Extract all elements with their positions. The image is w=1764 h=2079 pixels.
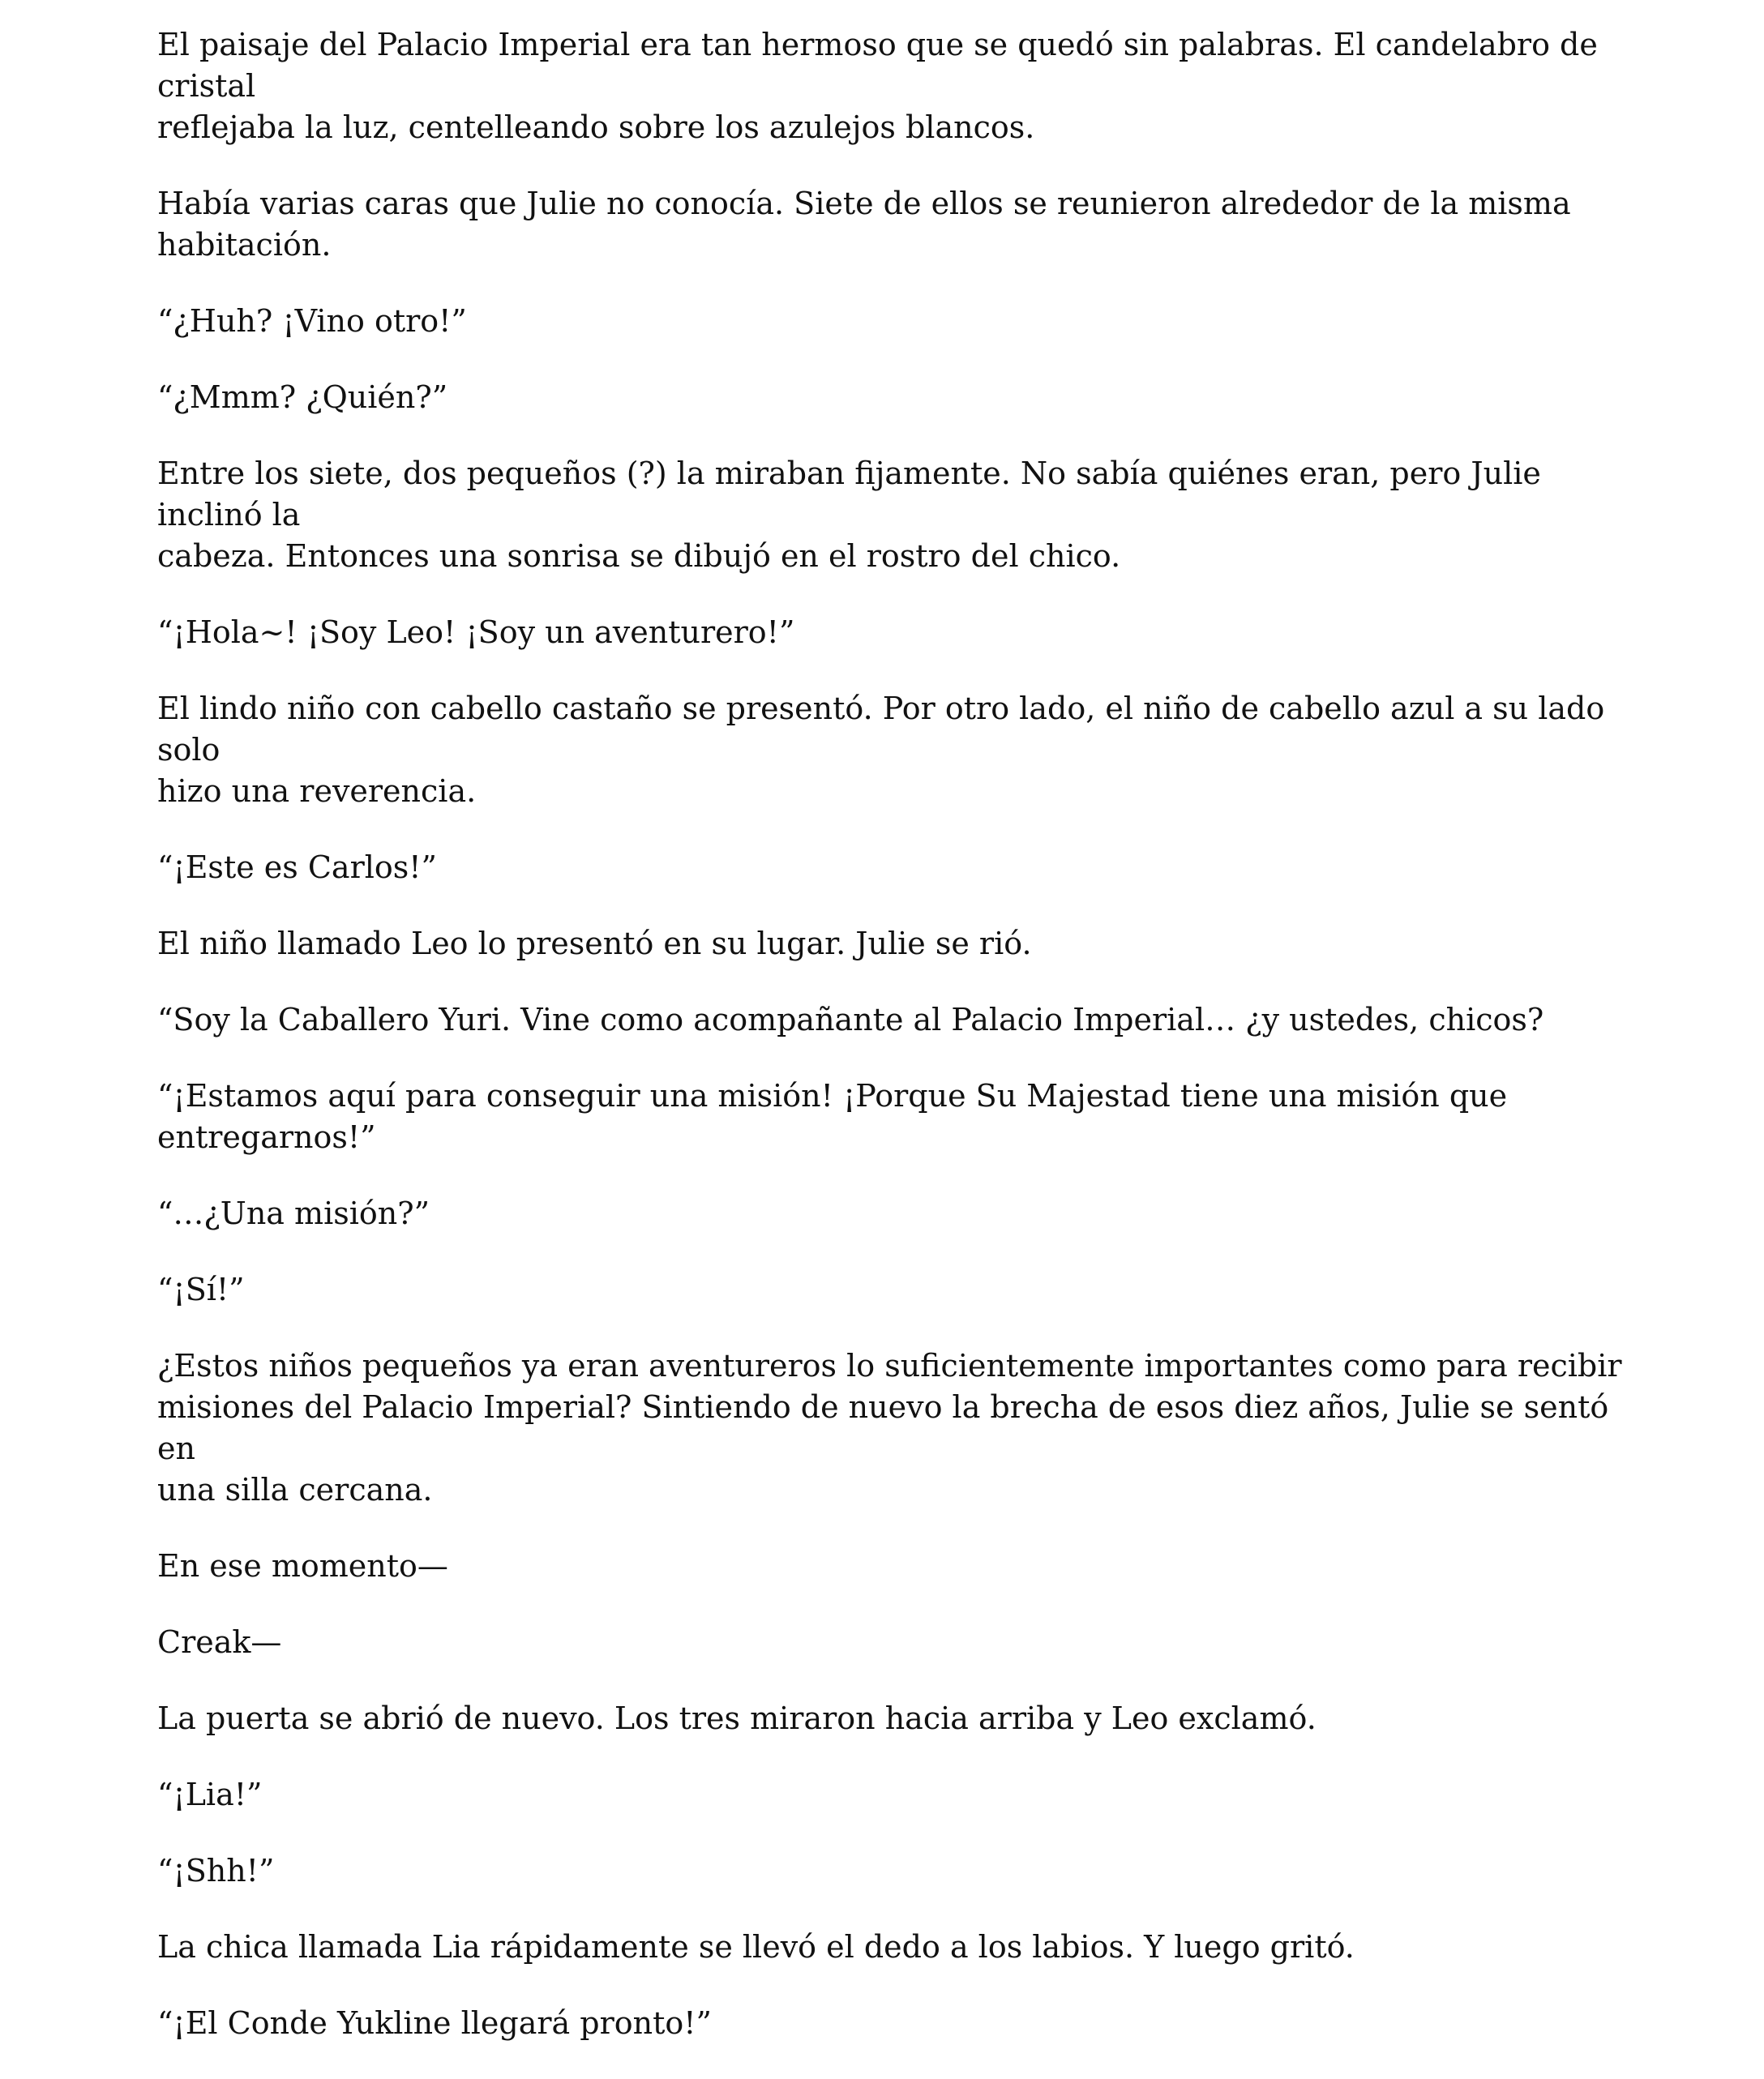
dialogue-line: “…¿Una misión?” [157,1196,430,1231]
dialogue-line: “¡Este es Carlos!” [157,849,437,885]
dialogue-line: “¡Lia!” [157,1777,263,1812]
dialogue-line: “¿Mmm? ¿Quién?” [157,379,448,415]
dialogue-line: “¡El Conde Yukline llegará pronto!” [157,2005,712,2041]
dialogue-line: “Soy la Caballero Yuri. Vine como acompañante al Palacio Imperial… ¿y ustedes, chicos? [157,1002,1544,1037]
paragraph: En ese momento— [157,1548,448,1584]
paragraph: El paisaje del Palacio Imperial era tan hermoso que se quedó sin palabras. El candelabro de cristal reflejaba la luz, centelleando sobre los azulejos blancos. [157,27,1598,145]
dialogue-line: “¡Estamos aquí para conseguir una misión! ¡Porque Su Majestad tiene una misión que entregarnos!” [157,1078,1508,1155]
paragraph: Había varias caras que Julie no conocía. Siete de ellos se reunieron alrededor de la misma habitación. [157,186,1571,263]
paragraph: El niño llamado Leo lo presentó en su lugar. Julie se rió. [157,926,1032,961]
paragraph: La chica llamada Lia rápidamente se llevó el dedo a los labios. Y luego gritó. [157,1929,1355,1965]
paragraph: El lindo niño con cabello castaño se presentó. Por otro lado, el niño de cabello azul a su lado solo hizo una reverencia. [157,691,1605,809]
dialogue-line: “¿Huh? ¡Vino otro!” [157,303,467,339]
dialogue-line: “¡Sí!” [157,1272,245,1307]
dialogue-line: “¡Shh!” [157,1853,275,1889]
document-page [157,24,1633,2079]
paragraph: Entre los siete, dos pequeños (?) la miraban fijamente. No sabía quiénes eran, pero Julie inclinó la cabeza. Entonces una sonrisa se dibujó en el rostro del chico. [157,456,1541,574]
paragraph: La puerta se abrió de nuevo. Los tres miraron hacia arriba y Leo exclamó. [157,1700,1317,1736]
paragraph: ¿Estos niños pequeños ya eran aventureros lo suficientemente importantes como para recibir misiones del Palacio Imperial? Sintiendo de nuevo la brecha de esos diez años, Julie se sentó en una silla cercana. [157,1348,1622,1508]
paragraph: Creak— [157,1624,282,1660]
dialogue-line: “¡Hola~! ¡Soy Leo! ¡Soy un aventurero!” [157,614,795,650]
